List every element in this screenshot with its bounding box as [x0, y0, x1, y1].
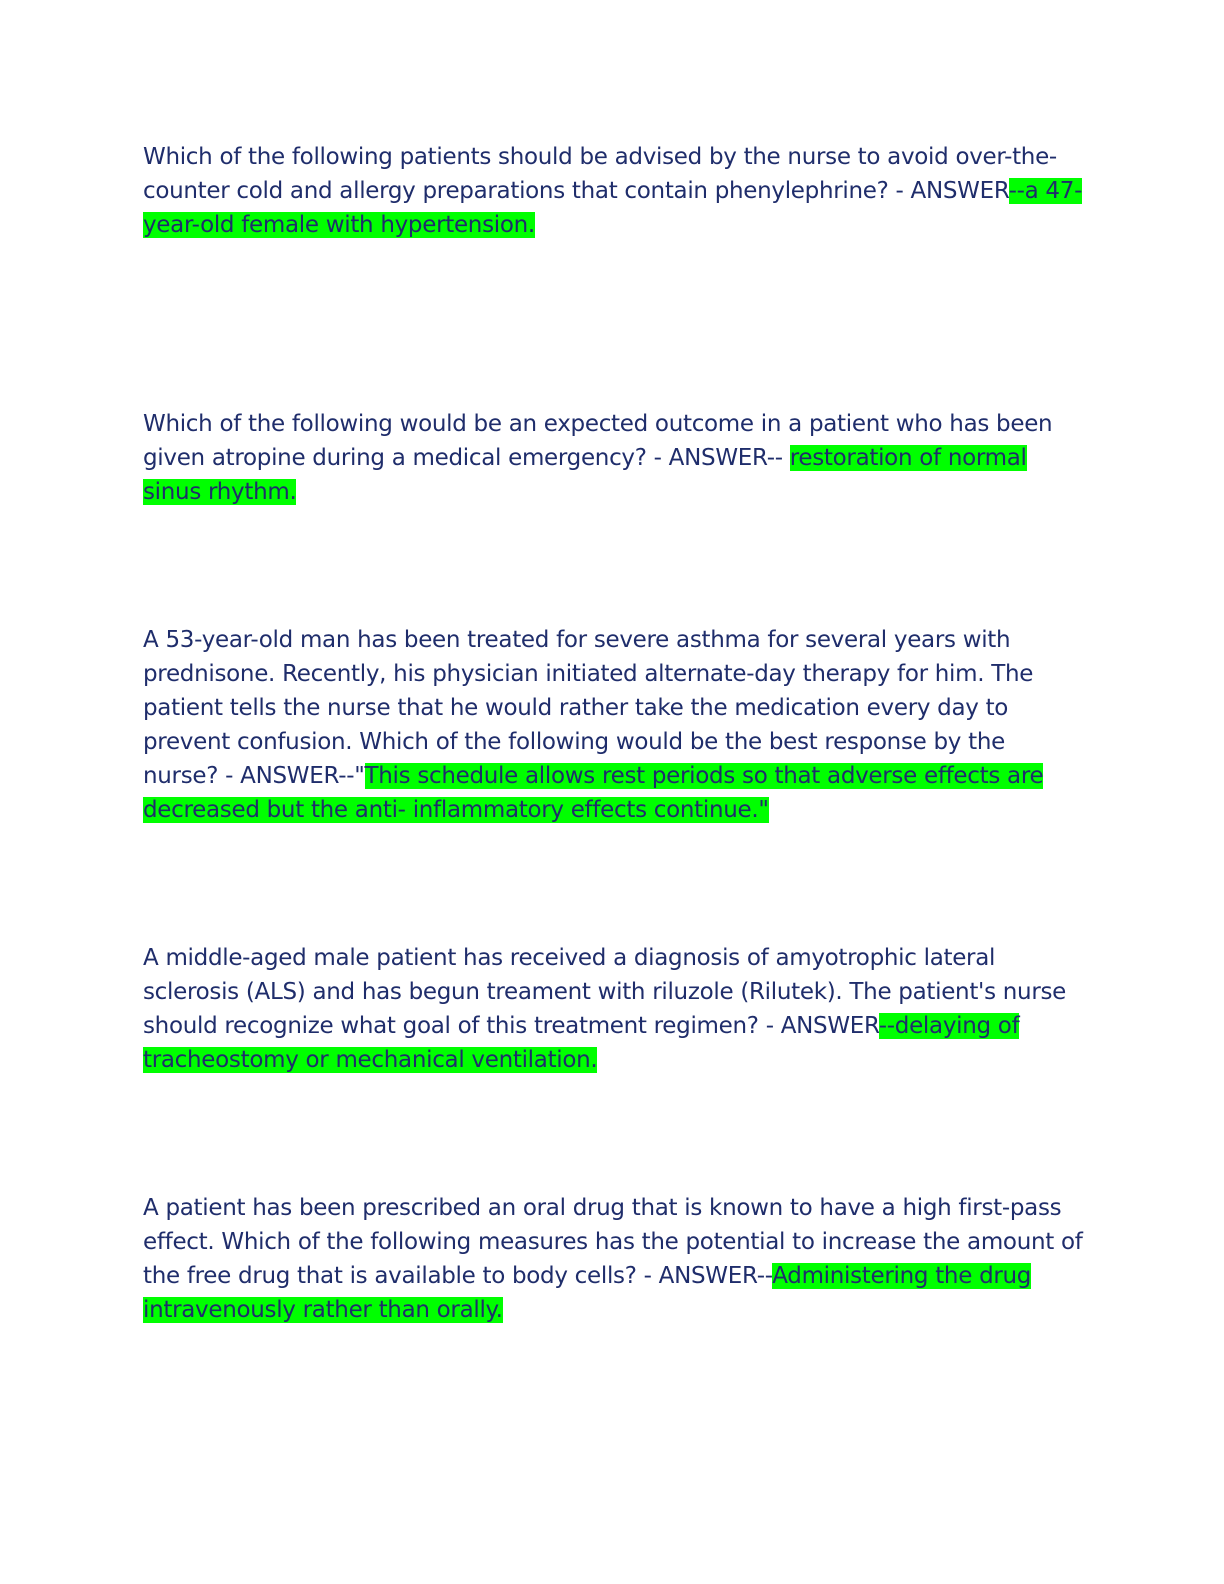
qa-item-5	[143, 1191, 1083, 1327]
qa-item-1	[143, 140, 1083, 242]
answer-highlight-3: This schedule allows rest periods so that adverse effects are decreased but the anti- inflammatory effects continue."	[143, 763, 1044, 823]
qa-item-2	[143, 407, 1083, 509]
answer-highlight-5: Administering the drug intravenously rather than orally.	[143, 1263, 1032, 1323]
qa-item-3	[143, 623, 1083, 827]
question-text-1: Which of the following patients should be advised by the nurse to avoid over-the-counter cold and allergy preparations that contain phenylephrine? - ANSWER	[143, 144, 1057, 204]
question-text-5: A patient has been prescribed an oral drug that is known to have a high first-pass effect. Which of the following measures has the potential to increase the amount of the free drug that is available to body cells? - ANSWER--	[143, 1195, 1083, 1289]
question-text-4: A middle-aged male patient has received a diagnosis of amyotrophic lateral sclerosis (ALS) and has begun treament with riluzole (Rilutek). The patient's nurse should recognize what goal of this treatment regimen? - ANSWER	[143, 945, 1067, 1039]
question-text-3: A 53-year-old man has been treated for severe asthma for several years with prednisone. Recently, his physician initiated alternate-day therapy for him. The patient tells the nurse that he would rather take the medication every day to prevent confusion. Which of the following would be the best response by the nurse? - ANSWER--"	[143, 627, 1034, 789]
question-text-2: Which of the following would be an expected outcome in a patient who has been given atropine during a medical emergency? - ANSWER--	[143, 411, 1053, 471]
answer-highlight-1: --a 47-year-old female with hypertension.	[143, 178, 1083, 238]
answer-highlight-2: restoration of normal sinus rhythm.	[143, 445, 1027, 505]
qa-item-4	[143, 941, 1083, 1077]
answer-highlight-4: --delaying of tracheostomy or mechanical ventilation.	[143, 1013, 1020, 1073]
